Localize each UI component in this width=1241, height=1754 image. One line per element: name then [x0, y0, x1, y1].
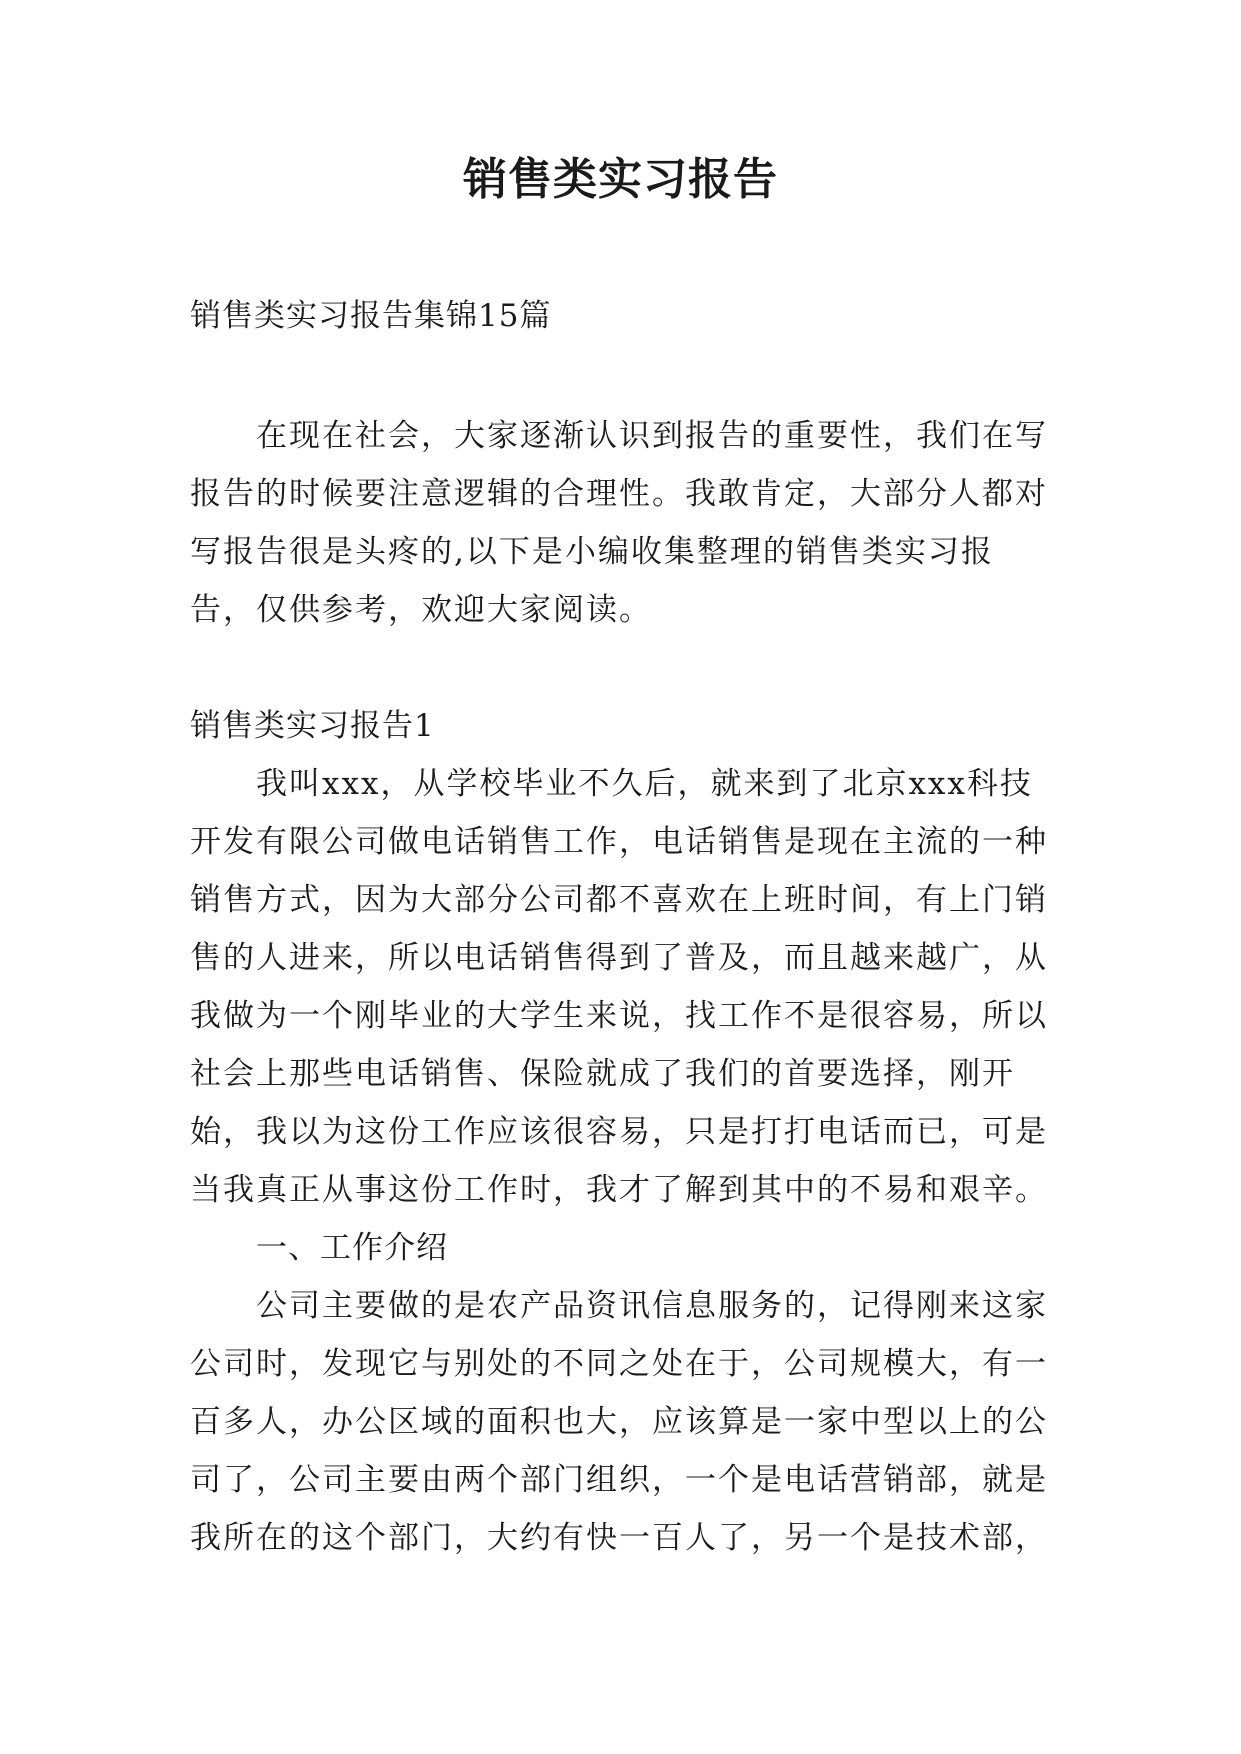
section-heading: 销售类实习报告1	[190, 708, 435, 744]
section-paragraph-2: 公司主要做的是农产品资讯信息服务的，记得刚来这家公司时，发现它与别处的不同之处在于，公司规模大，有一百多人，办公区域的面积也大，应该算是一家中型以上的公司了，公司主要由两个部门组织，一个是电话营销部，就是我所在的这个部门，大约有快一百人了，另一个是技术部，	[190, 1288, 1048, 1556]
sub-heading-work-intro: 一、工作介绍	[256, 1230, 448, 1266]
intro-paragraph: 在现在社会，大家逐渐认识到报告的重要性，我们在写报告的时候要注意逻辑的合理性。我敢肯定，大部分人都对写报告很是头疼的,以下是小编收集整理的销售类实习报告，仅供参考，欢迎大家阅读。	[190, 418, 1048, 628]
document-subtitle: 销售类实习报告集锦15篇	[190, 298, 552, 334]
document-title: 销售类实习报告	[463, 154, 778, 205]
section-paragraph-1: 我叫xxx，从学校毕业不久后，就来到了北京xxx科技开发有限公司做电话销售工作，电话销售是现在主流的一种销售方式，因为大部分公司都不喜欢在上班时间，有上门销售的人进来，所以电话销售得到了普及，而且越来越广，从我做为一个刚毕业的大学生来说，找工作不是很容易，所以社会上那些电话销售、保险就成了我们的首要选择，刚开始，我以为这份工作应该很容易，只是打打电话而已，可是当我真正从事这份工作时，我才了解到其中的不易和艰辛。	[190, 766, 1048, 1208]
